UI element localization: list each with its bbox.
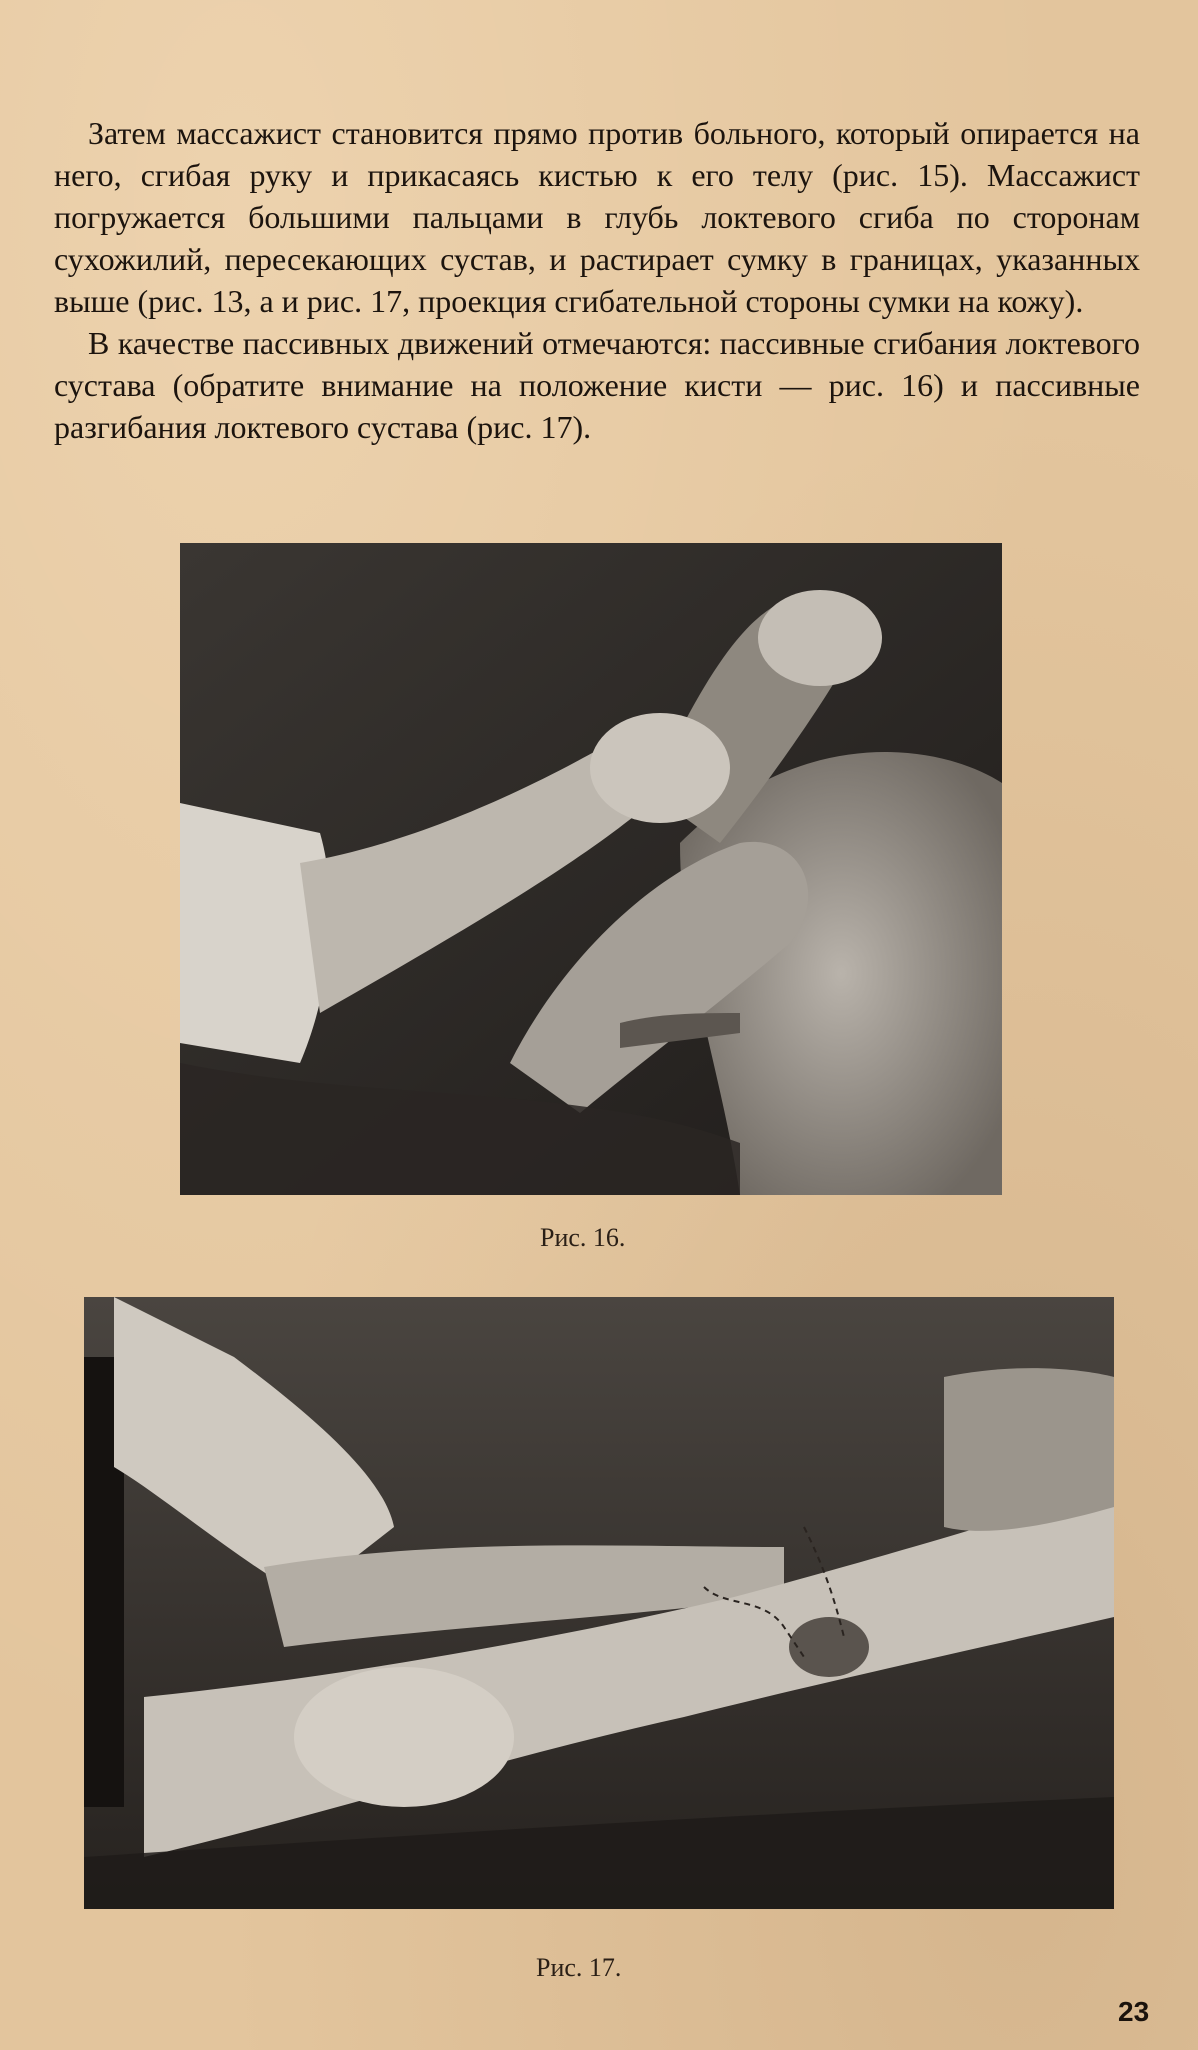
- paragraph-2: В качестве пассивных движений отмечаются: пассивные сгибания локтевого сустава (обратите внимание на положение кисти — рис. 16) и пассивные разгибания локтевого сустава (рис. 17).: [54, 325, 1140, 445]
- figure-17-photo: [84, 1297, 1114, 1909]
- paragraph-1: Затем массажист становится прямо против больного, который опирается на него, сгибая руку и прикасаясь кистью к его телу (рис. 15). Массажист погружается большими пальцами в глубь локтевого сгиба по сторонам сухожилий, пересекающих сустав, и растирает сумку в границах, указанных выше (рис. 13, а и рис. 17, проекция сгибательной стороны сумки на кожу).: [54, 115, 1140, 319]
- figure-17-caption: Рис. 17.: [536, 1953, 622, 1982]
- page-number: 23: [1118, 1996, 1150, 2027]
- figure-16-caption: Рис. 16.: [540, 1223, 626, 1252]
- figure-16-photo: [180, 543, 1002, 1195]
- body-text: [54, 112, 1140, 448]
